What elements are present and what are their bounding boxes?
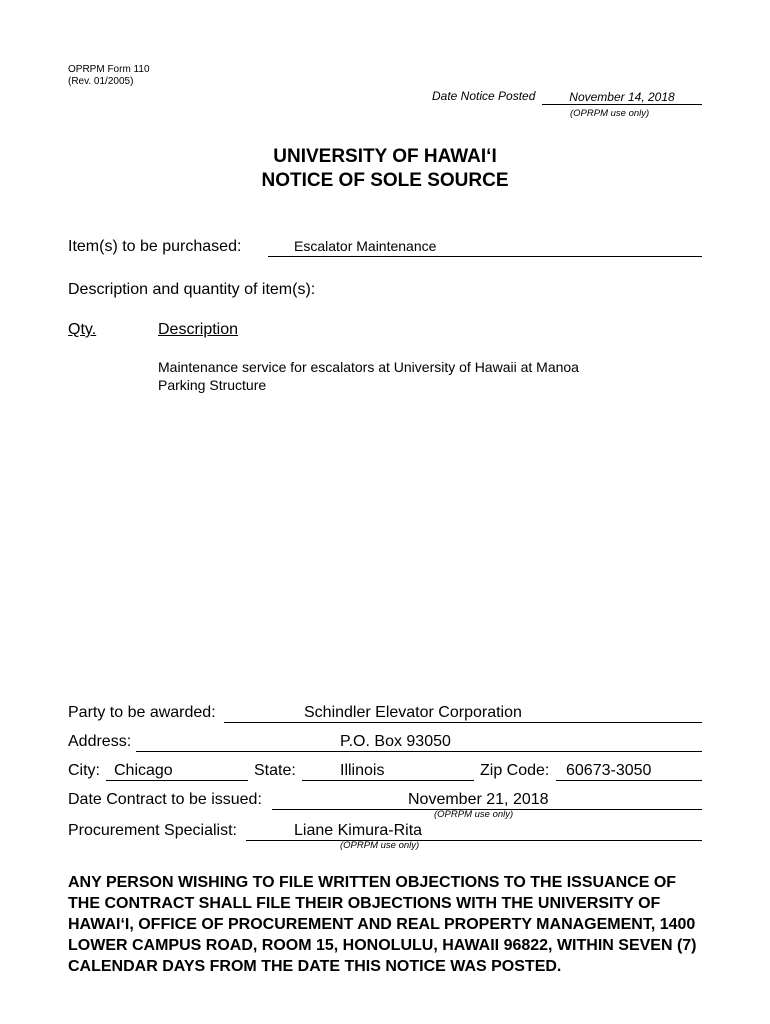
form-id	[68, 64, 150, 88]
date-notice-posted-field	[542, 90, 702, 105]
state-field	[302, 762, 474, 781]
party-value: Schindler Elevator Corporation	[304, 704, 522, 721]
city-value: Chicago	[114, 762, 173, 779]
specialist-field	[246, 822, 702, 841]
items-value: Escalator Maintenance	[294, 238, 437, 254]
zip-field	[556, 762, 702, 781]
oprpm-use-only-note-header: (OPRPM use only)	[570, 108, 650, 119]
city-label: City:	[68, 762, 100, 779]
description-heading: Description and quantity of item(s):	[68, 281, 316, 298]
oprpm-use-only-note-specialist: (OPRPM use only)	[340, 840, 420, 851]
city-field	[106, 762, 248, 781]
title-university: UNIVERSITY OF HAWAI‘I	[273, 146, 497, 167]
address-field	[136, 733, 702, 752]
address-label: Address:	[68, 733, 132, 750]
objection-notice: ANY PERSON WISHING TO FILE WRITTEN OBJECTIONS TO THE ISSUANCE OF THE CONTRACT SHALL FILE THEIR OBJECTIONS WITH THE UNIVERSITY OF HAWAI‘I, OFFICE OF PROCUREMENT AND REAL PROPERTY MANAGEMENT, 1400 LOWER CAMPUS ROAD, ROOM 15, HONOLULU, HAWAII 96822, WITHIN SEVEN (7) CALENDAR DAYS FROM THE DATE THIS NOTICE WAS POSTED.	[68, 874, 697, 975]
zip-value: 60673-3050	[566, 762, 652, 779]
state-label: State:	[254, 762, 296, 779]
contract-date-value: November 21, 2018	[408, 791, 549, 808]
qty-column-heading: Qty.	[68, 321, 97, 338]
item-description-line2: Parking Structure	[158, 377, 267, 393]
date-notice-posted-label: Date Notice Posted	[432, 89, 536, 103]
item-description	[158, 358, 638, 394]
items-field	[268, 238, 702, 257]
form-revision: (Rev. 01/2005)	[68, 76, 134, 87]
date-notice-posted-value: November 14, 2018	[569, 90, 675, 104]
oprpm-use-only-note-contract: (OPRPM use only)	[434, 809, 514, 820]
address-value: P.O. Box 93050	[340, 733, 451, 750]
zip-label: Zip Code:	[480, 762, 550, 779]
party-field	[224, 704, 702, 723]
specialist-value: Liane Kimura-Rita	[294, 822, 423, 839]
contract-date-label: Date Contract to be issued:	[68, 791, 262, 808]
specialist-label: Procurement Specialist:	[68, 822, 237, 839]
contract-date-field	[272, 791, 702, 810]
party-label: Party to be awarded:	[68, 704, 216, 721]
title-notice: NOTICE OF SOLE SOURCE	[261, 170, 509, 191]
item-description-line1: Maintenance service for escalators at University of Hawaii at Manoa	[158, 359, 579, 375]
description-column-heading: Description	[158, 321, 239, 338]
state-value: Illinois	[340, 762, 385, 779]
form-number: OPRPM Form 110	[68, 64, 150, 75]
items-label: Item(s) to be purchased:	[68, 238, 242, 255]
